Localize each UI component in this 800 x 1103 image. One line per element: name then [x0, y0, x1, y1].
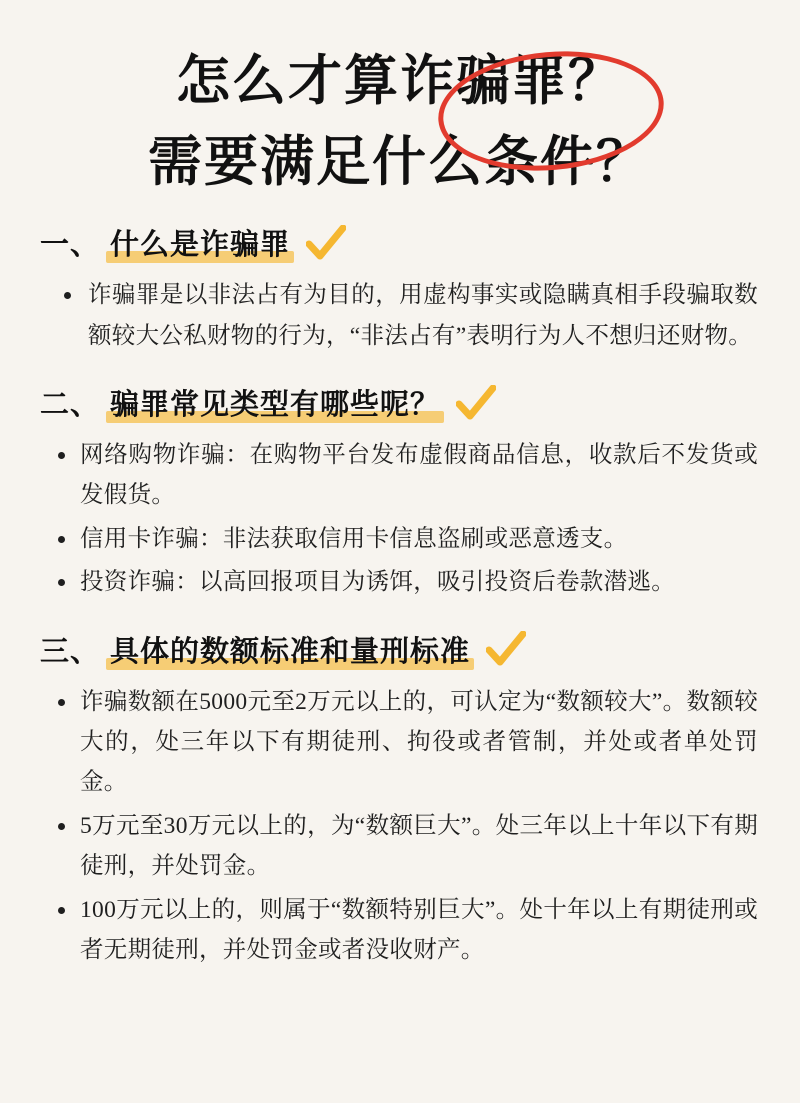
section-2-title: 骗罪常见类型有哪些呢？	[110, 387, 441, 422]
section-1-title-wrap	[110, 222, 290, 263]
page-title-line-2: 需要满足什么条件？	[148, 130, 652, 194]
check-icon	[456, 385, 496, 421]
section-3-title-wrap	[110, 629, 470, 670]
section-2	[34, 382, 766, 603]
check-icon	[486, 631, 526, 667]
section-2-list	[34, 435, 766, 603]
section-3-header	[34, 629, 766, 670]
list-item: 诈骗罪是以非法占有为目的，用虚构事实或隐瞒真相手段骗取数额较大公私财物的行为，“非法占有”表明行为人不想归还财物。	[88, 275, 758, 356]
section-1-header	[34, 222, 766, 263]
section-1-number: 一、	[40, 227, 101, 262]
section-1	[34, 222, 766, 356]
section-3-number: 三、	[40, 633, 101, 668]
title-block	[34, 46, 766, 196]
list-item: 诈骗数额在5000元至2万元以上的，可认定为“数额较大”。数额较大的，处三年以下有期徒刑、拘役或者管制，并处或者单处罚金。	[80, 682, 758, 803]
page-title-line-1: 怎么才算诈骗罪？	[176, 49, 624, 112]
section-2-number: 二、	[40, 387, 101, 422]
list-item: 网络购物诈骗：在购物平台发布虚假商品信息，收款后不发货或发假货。	[80, 435, 758, 516]
list-item: 投资诈骗：以高回报项目为诱饵，吸引投资后卷款潜逃。	[80, 562, 758, 602]
section-3-list	[34, 682, 766, 971]
list-item: 100万元以上的，则属于“数额特别巨大”。处十年以上有期徒刑或者无期徒刑，并处罚金或者没收财产。	[80, 890, 758, 971]
section-3	[34, 629, 766, 971]
section-1-list	[34, 275, 766, 356]
check-icon	[306, 225, 346, 261]
section-2-header	[34, 382, 766, 423]
section-2-title-wrap	[110, 382, 440, 423]
list-item: 信用卡诈骗：非法获取信用卡信息盗刷或恶意透支。	[80, 519, 758, 559]
list-item: 5万元至30万元以上的，为“数额巨大”。处三年以上十年以下有期徒刑，并处罚金。	[80, 806, 758, 887]
section-3-title: 具体的数额标准和量刑标准	[110, 633, 471, 668]
section-1-title: 什么是诈骗罪	[110, 227, 291, 262]
